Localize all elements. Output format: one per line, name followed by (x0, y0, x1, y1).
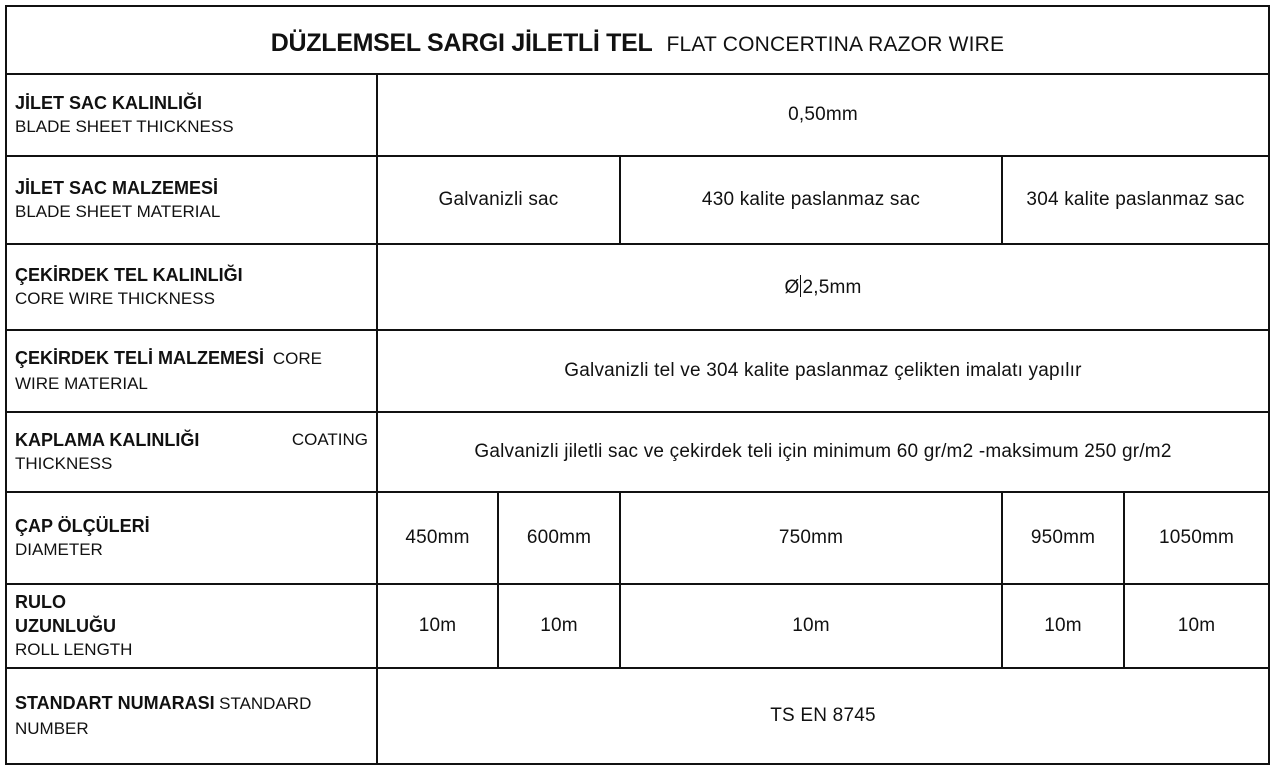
value-diameter-750: 750mm (620, 492, 1002, 584)
label-tr-part1: RULO (15, 592, 66, 612)
value-standard: TS EN 8745 (377, 668, 1269, 764)
label-tr: ÇEKİRDEK TEL KALINLIĞI (15, 265, 243, 285)
label-coating (6, 412, 377, 492)
value-material-304: 304 kalite paslanmaz sac (1002, 156, 1269, 244)
label-en-part2: THICKNESS (15, 454, 113, 473)
row-core-thickness (6, 244, 1269, 330)
label-en-part2: WIRE MATERIAL (15, 374, 148, 393)
label-en-part1: CORE (272, 349, 323, 368)
title-english: FLAT CONCERTINA RAZOR WIRE (666, 32, 1005, 56)
value-material-430: 430 kalite paslanmaz sac (620, 156, 1002, 244)
label-tr: JİLET SAC KALINLIĞI (15, 93, 203, 113)
value-material-galvanized: Galvanizli sac (377, 156, 620, 244)
row-blade-material (6, 156, 1269, 244)
value-roll-1050: 10m (1124, 584, 1269, 668)
title-turkish: DÜZLEMSEL SARGI JİLETLİ TEL (270, 28, 653, 57)
label-en: DIAMETER (15, 540, 103, 559)
label-core-material (6, 330, 377, 412)
value-diameter-950: 950mm (1002, 492, 1124, 584)
diameter-symbol: Ø (784, 277, 800, 298)
value-roll-600: 10m (498, 584, 620, 668)
value-core-thickness (377, 244, 1269, 330)
label-en: BLADE SHEET MATERIAL (15, 202, 221, 221)
row-coating (6, 412, 1269, 492)
label-en: BLADE SHEET THICKNESS (15, 117, 234, 136)
label-blade-material (6, 156, 377, 244)
value-diameter-600: 600mm (498, 492, 620, 584)
table-title (6, 6, 1269, 74)
label-diameter (6, 492, 377, 584)
value-roll-450: 10m (377, 584, 498, 668)
label-tr: STANDART NUMARASI (15, 693, 215, 713)
label-roll-length (6, 584, 377, 668)
label-en: CORE WIRE THICKNESS (15, 289, 215, 308)
row-blade-thickness (6, 74, 1269, 156)
label-standard (6, 668, 377, 764)
value-coating: Galvanizli jiletli sac ve çekirdek teli için minimum 60 gr/m2 -maksimum 250 gr/m2 (377, 412, 1269, 492)
value-diameter-1050: 1050mm (1124, 492, 1269, 584)
value-diameter-450: 450mm (377, 492, 498, 584)
label-blade-thickness (6, 74, 377, 156)
label-tr-part2: UZUNLUĞU (15, 616, 116, 636)
row-standard (6, 668, 1269, 764)
label-en-part2: NUMBER (15, 719, 89, 738)
label-en: ROLL LENGTH (15, 640, 133, 659)
label-en-part1: COATING (291, 430, 368, 449)
value-roll-950: 10m (1002, 584, 1124, 668)
title-row (6, 6, 1269, 74)
row-roll-length (6, 584, 1269, 668)
row-core-material (6, 330, 1269, 412)
label-tr: ÇAP ÖLÇÜLERİ (15, 516, 150, 536)
core-thickness-value: 2,5mm (802, 277, 862, 298)
label-en-part1: STANDARD (219, 694, 312, 713)
label-tr: ÇEKİRDEK TELİ MALZEMESİ (15, 348, 265, 368)
spec-table (5, 5, 1270, 765)
label-tr: KAPLAMA KALINLIĞI (15, 430, 200, 450)
label-core-thickness (6, 244, 377, 330)
row-diameter (6, 492, 1269, 584)
value-blade-thickness: 0,50mm (377, 74, 1269, 156)
value-roll-750: 10m (620, 584, 1002, 668)
label-tr: JİLET SAC MALZEMESİ (15, 178, 219, 198)
value-core-material: Galvanizli tel ve 304 kalite paslanmaz çelikten imalatı yapılır (377, 330, 1269, 412)
